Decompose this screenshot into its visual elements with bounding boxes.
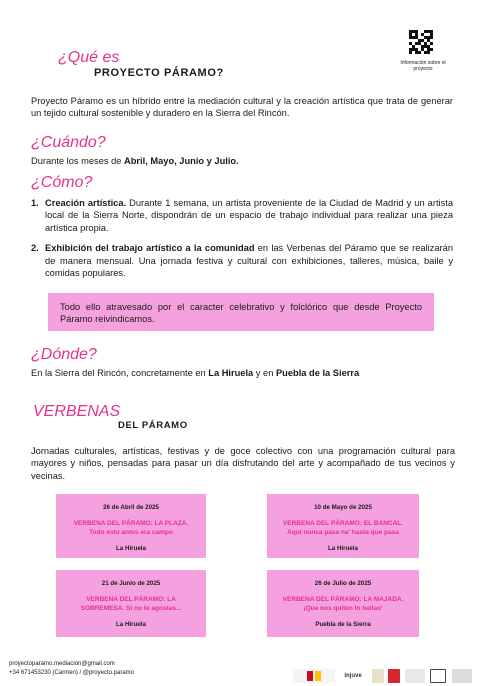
event-card[interactable]: 10 de Mayo de 2025 VERBENA DEL PÁRAMO: EL BANCAL. Aquí nunca pasa na' hasta que pasa La Hiruela: [267, 494, 419, 558]
intro-paragraph: Proyecto Páramo es un híbrido entre la mediación cultural y la creación artística que trata de generar un tejido cultural sostenible y duradero en la Sierra del Rincón.: [31, 96, 453, 119]
sierra-rincon-logo: [405, 669, 425, 683]
injuve-logo: injuve: [344, 673, 362, 679]
list-item: 1. Creación artística. Durante 1 semana, un artista proveniente de la Ciudad de Madrid y un artista local de la Sierra Norte, dispondrán de un espacio de trabajo individual para realizar una pieza artística propia.: [31, 198, 453, 233]
verbenas-subtitle: DEL PÁRAMO: [118, 420, 188, 431]
comunidad-madrid-logo: [388, 669, 400, 683]
page-title: ¿Qué es: [58, 49, 120, 66]
cuando-months: Abril, Mayo, Junio y Julio.: [124, 156, 239, 166]
cuando-text: Durante los meses de Abril, Mayo, Junio y Julio.: [31, 156, 239, 166]
cuando-heading: ¿Cuándo?: [31, 134, 106, 151]
verbenas-description: Jornadas culturales, artísticas, festivas y de goce colectivo con una programación cultural para mayores y niños, pensadas para pasar un día disfrutando del arte y acompañado de tus vecinos y vecinas.: [31, 446, 455, 481]
como-heading: ¿Cómo?: [31, 174, 93, 191]
event-card[interactable]: 26 de Julio de 2025 VERBENA DEL PÁRAMO: LA MAJADA. ¡Que nos quiten lo bailao' Puebla de la Sierra: [267, 570, 419, 637]
como-list: [31, 197, 453, 279]
donde-text: En la Sierra del Rincón, concretamente en La Hiruela y en Puebla de la Sierra: [31, 368, 360, 378]
verbenas-title: VERBENAS: [33, 403, 121, 420]
puebla-sierra-logo: [430, 669, 446, 683]
page-subtitle: PROYECTO PÁRAMO?: [94, 67, 224, 79]
footer-contact: [9, 660, 134, 678]
qr-code-icon[interactable]: [409, 30, 433, 54]
ayuntamiento-logo: [372, 669, 384, 683]
donde-heading: ¿Dónde?: [31, 346, 97, 363]
list-item: 2. Exhibición del trabajo artístico a la comunidad en las Verbenas del Páramo que se realizarán de manera mensual. Una jornada festiva y cultural con exhibiciones, talleres, música, baile y comidas populares.: [31, 243, 453, 279]
extra-logo: [452, 669, 472, 683]
gobierno-espana-logo: [293, 669, 335, 683]
footer-phone: +34 671453230 (Carmen) / @proyecto.paramo: [9, 670, 134, 676]
footer-email[interactable]: proyectoparamo.mediacion@gmail.com: [9, 661, 115, 667]
event-card[interactable]: 26 de Abril de 2025 VERBENA DEL PÁRAMO: LA PLAZA. Todo esto antes era campo La Hiruela: [56, 494, 206, 558]
event-card[interactable]: 21 de Junio de 2025 VERBENA DEL PÁRAMO: LA SOBREMESA. Si no te agostas... La Hiruela: [56, 570, 206, 637]
highlight-box: Todo ello atravesado por el caracter celebrativo y folclórico que desde Proyecto Páramo reivindicamos.: [48, 293, 434, 331]
qr-caption: Información sobre el proyecto: [400, 60, 446, 72]
